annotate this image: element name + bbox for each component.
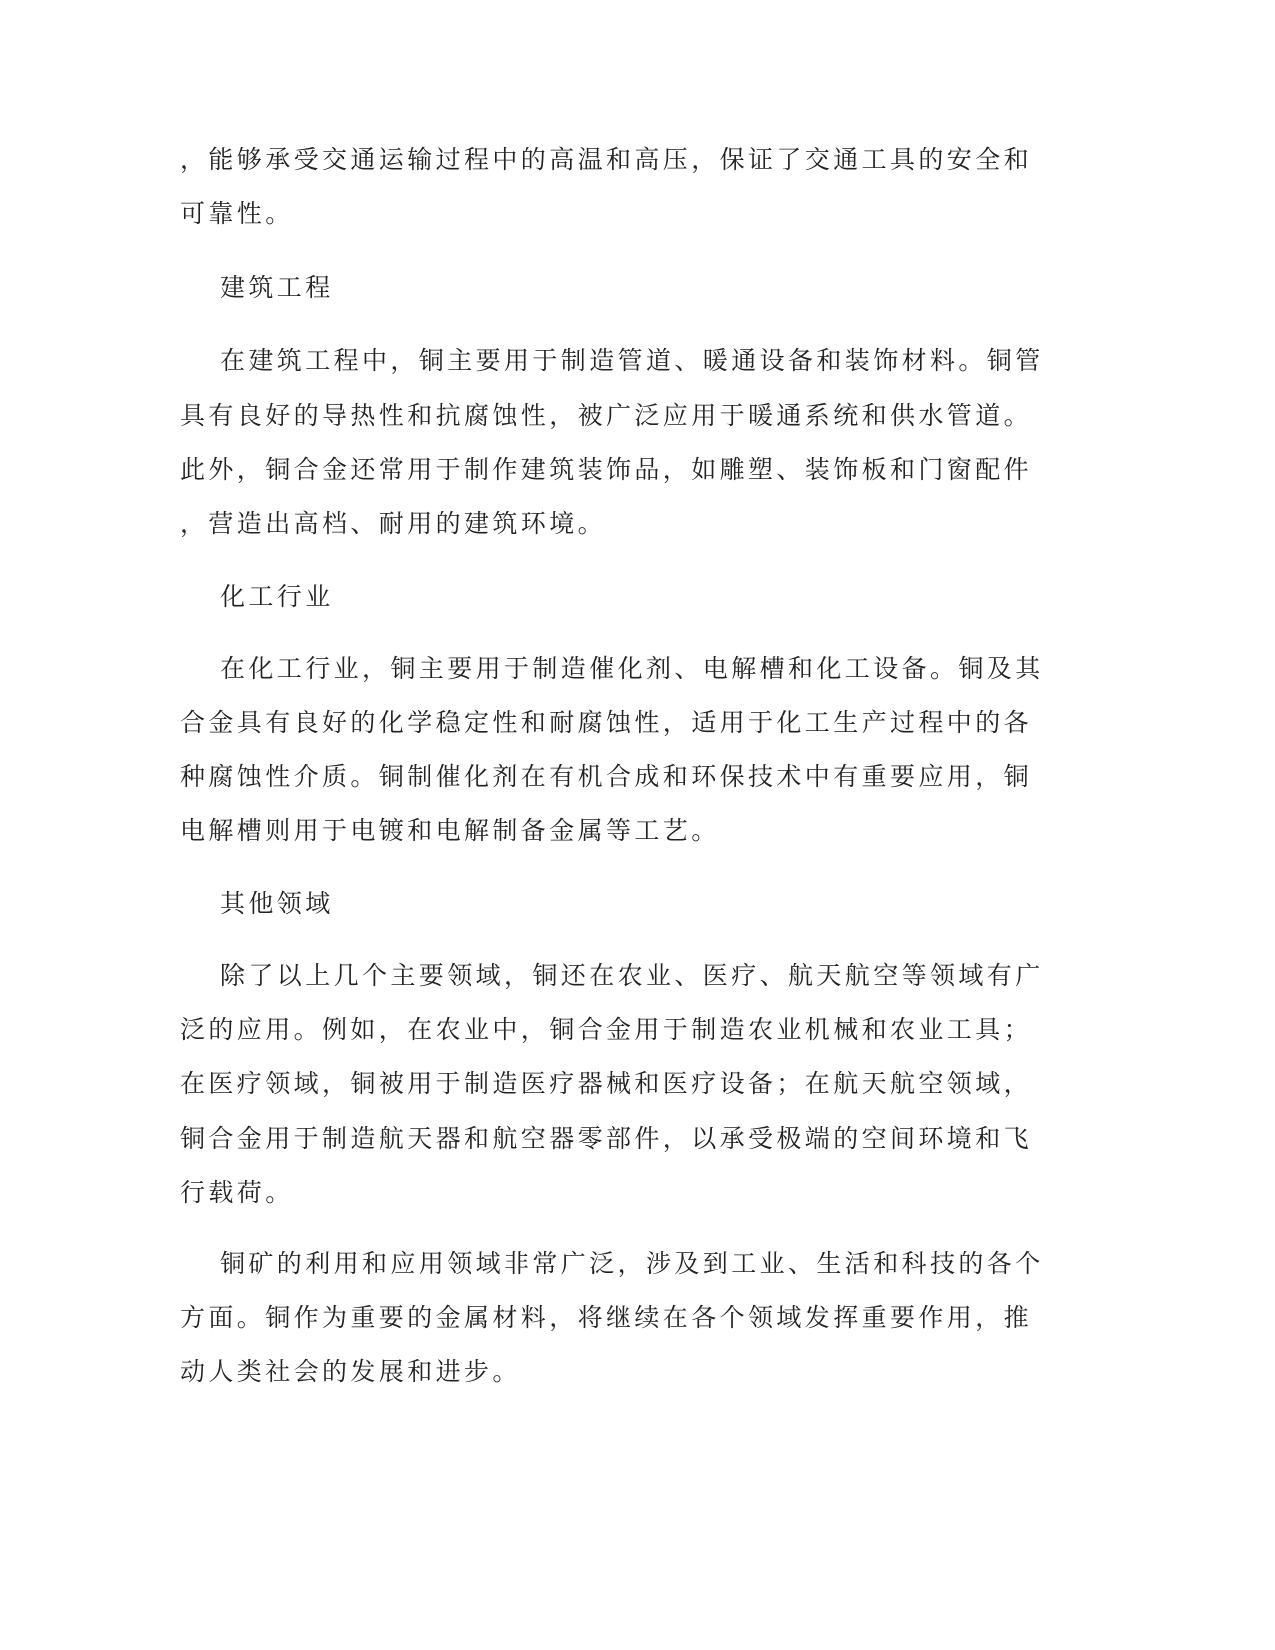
section-heading-other: 其他领域 xyxy=(220,889,334,918)
paragraph-line: 种腐蚀性介质。铜制催化剂在有机合成和环保技术中有重要应用，铜 xyxy=(180,762,1033,791)
paragraph-line: 电解槽则用于电镀和电解制备金属等工艺。 xyxy=(180,816,720,845)
paragraph-line: 在化工行业，铜主要用于制造催化剂、电解槽和化工设备。铜及其 xyxy=(220,654,1044,683)
paragraph-line: 具有良好的导热性和抗腐蚀性，被广泛应用于暖通系统和供水管道。 xyxy=(180,401,1033,430)
paragraph-line: 可靠性。 xyxy=(180,199,294,228)
paragraph-line: 在建筑工程中，铜主要用于制造管道、暖通设备和装饰材料。铜管 xyxy=(220,346,1044,375)
paragraph-line: 此外，铜合金还常用于制作建筑装饰品，如雕塑、装饰板和门窗配件 xyxy=(180,455,1033,484)
paragraph-line: ，营造出高档、耐用的建筑环境。 xyxy=(180,509,607,538)
paragraph-line: 合金具有良好的化学稳定性和耐腐蚀性，适用于化工生产过程中的各 xyxy=(180,708,1033,737)
paragraph-line: 方面。铜作为重要的金属材料，将继续在各个领域发挥重要作用，推 xyxy=(180,1303,1033,1332)
paragraph-line: 铜矿的利用和应用领域非常广泛，涉及到工业、生活和科技的各个 xyxy=(220,1249,1044,1278)
paragraph-line: 行载荷。 xyxy=(180,1178,294,1207)
paragraph-line: 铜合金用于制造航天器和航空器零部件，以承受极端的空间环境和飞 xyxy=(180,1124,1033,1153)
paragraph-line: 除了以上几个主要领域，铜还在农业、医疗、航天航空等领域有广 xyxy=(220,961,1044,990)
section-heading-construction: 建筑工程 xyxy=(220,273,334,302)
section-heading-chemical: 化工行业 xyxy=(220,582,334,611)
paragraph-line: ，能够承受交通运输过程中的高温和高压，保证了交通工具的安全和 xyxy=(180,145,1033,174)
paragraph-line: 泛的应用。例如，在农业中，铜合金用于制造农业机械和农业工具； xyxy=(180,1015,1033,1044)
paragraph-line: 动人类社会的发展和进步。 xyxy=(180,1357,521,1386)
paragraph-line: 在医疗领域，铜被用于制造医疗器械和医疗设备；在航天航空领域， xyxy=(180,1069,1033,1098)
